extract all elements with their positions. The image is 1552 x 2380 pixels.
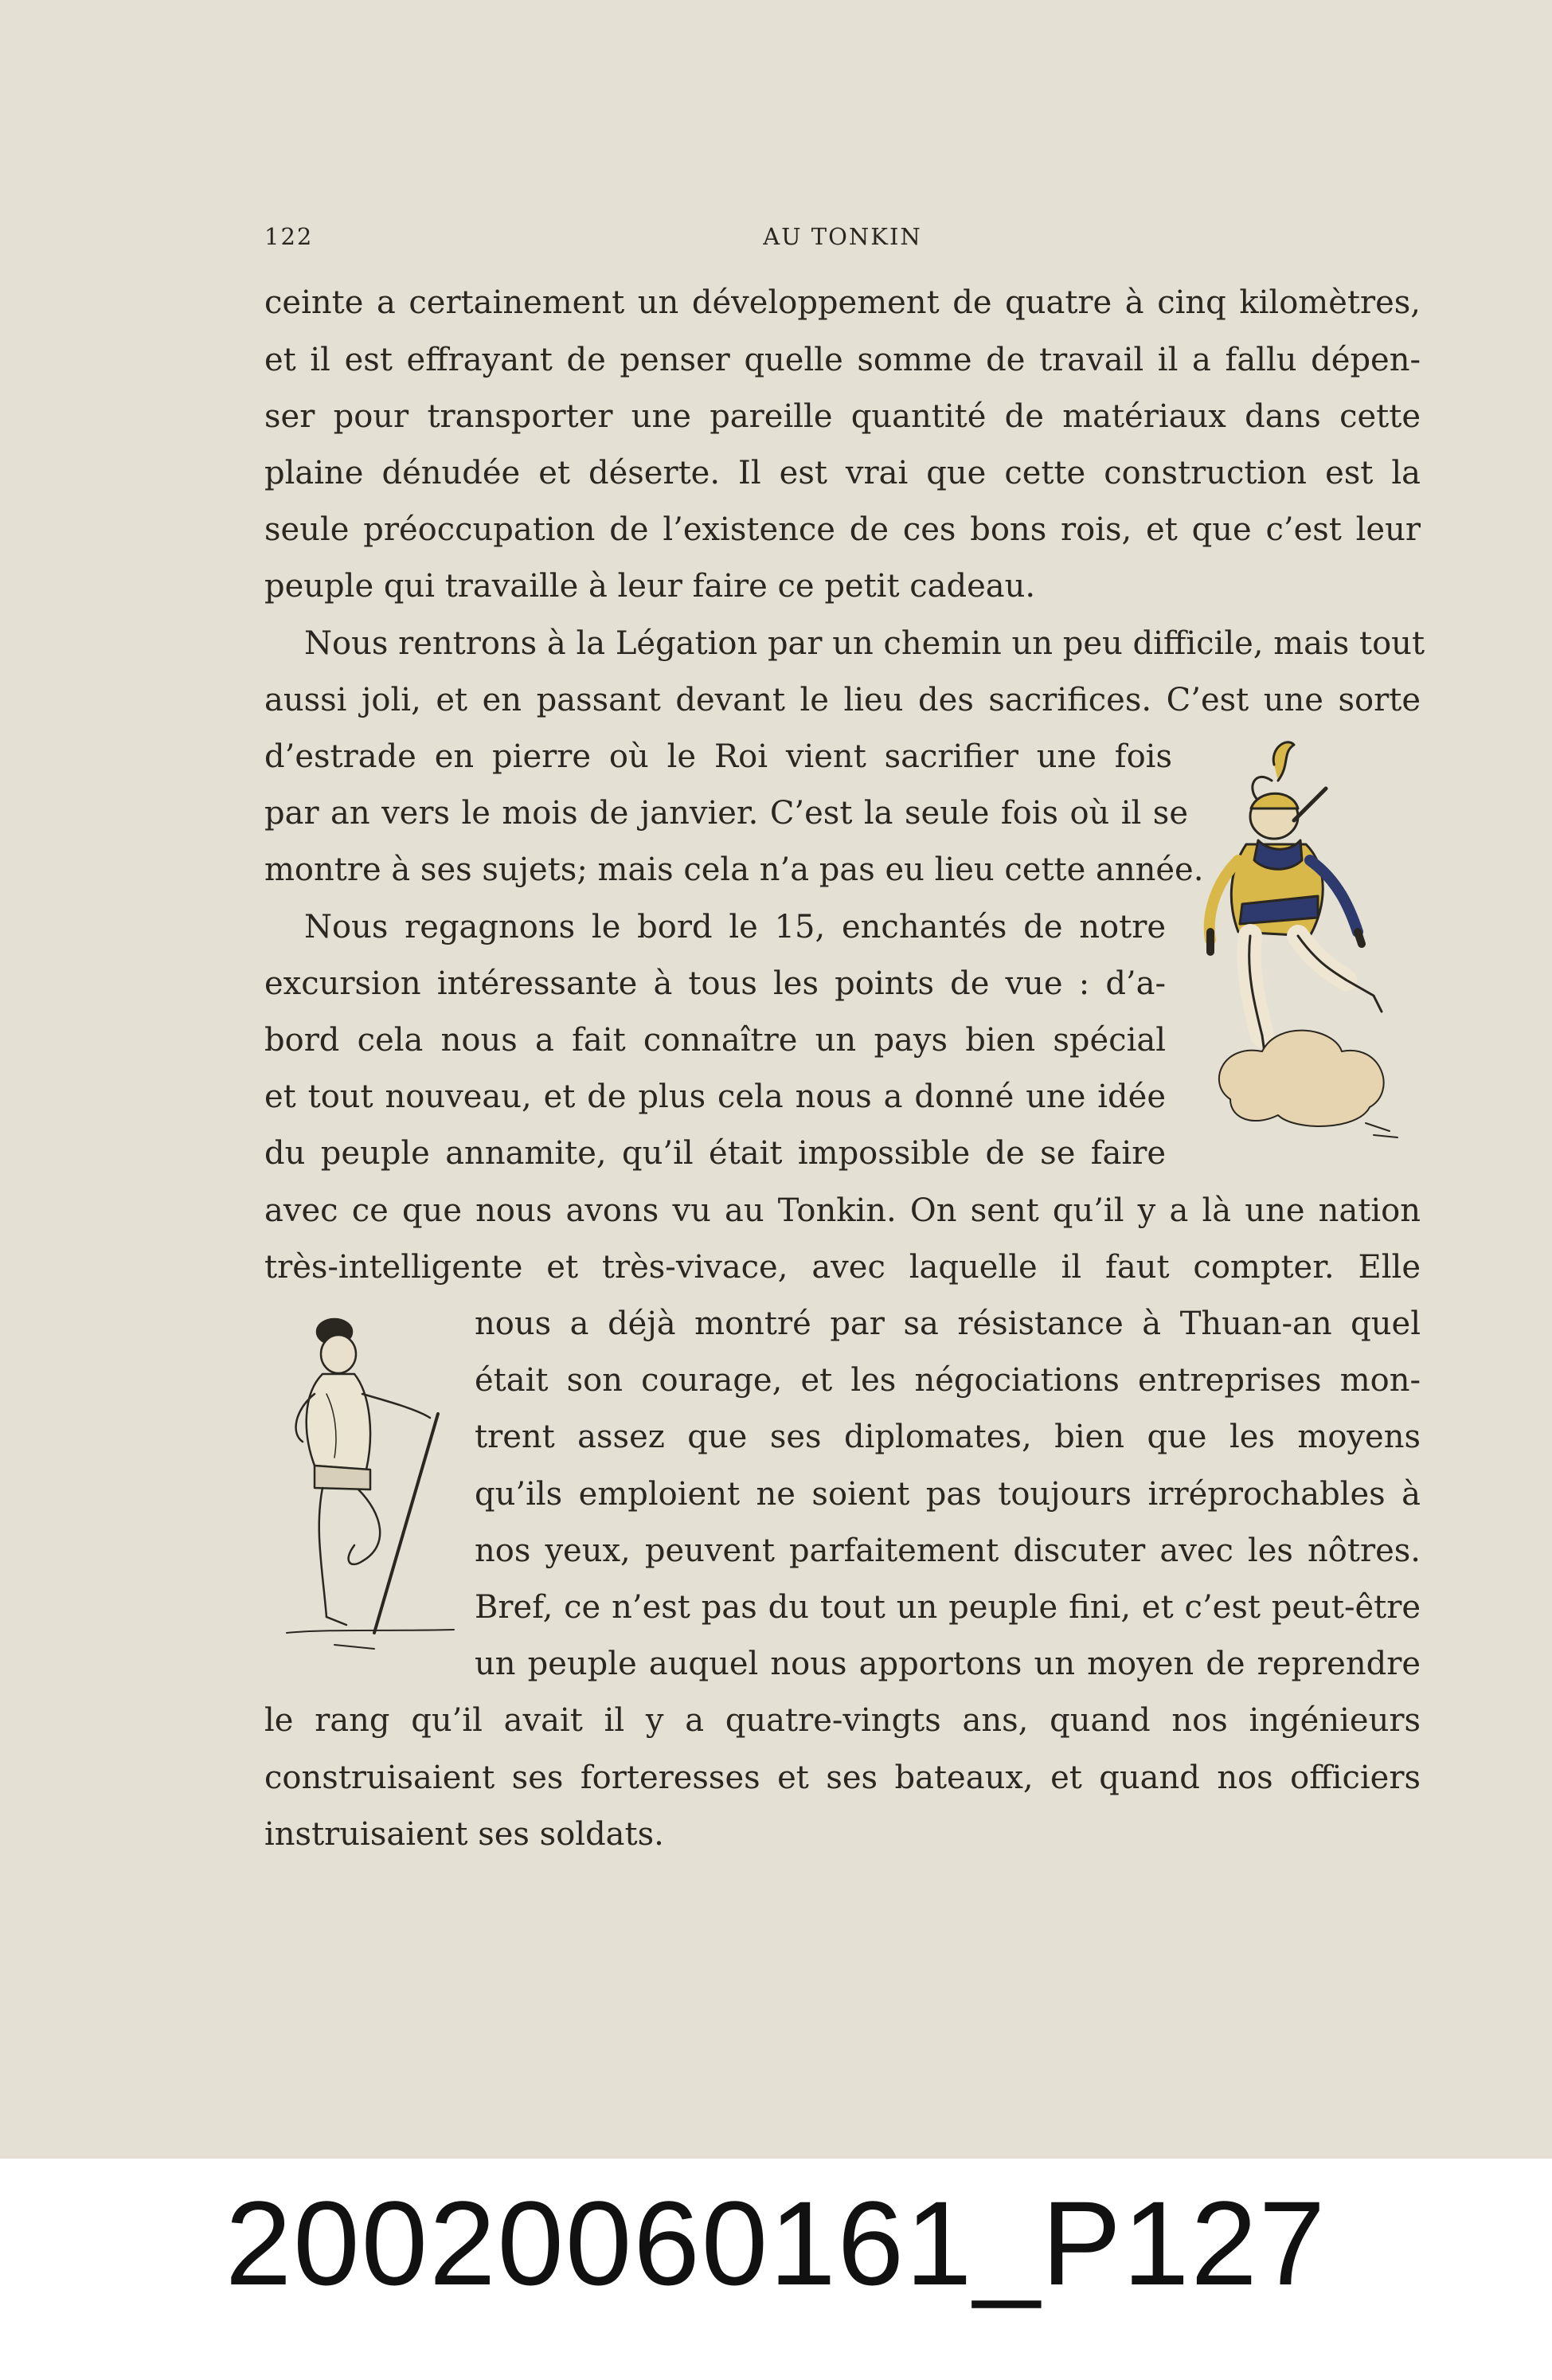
text-line: et tout nouveau, et de plus cela nous a donné une idée bbox=[264, 1078, 1166, 1115]
text-line: instruisaient ses soldats. bbox=[264, 1816, 664, 1853]
page-number: 122 bbox=[264, 223, 314, 250]
text-line: montre à ses sujets; mais cela n’a pas eu lieu cette année. bbox=[264, 851, 1204, 888]
text-line: du peuple annamite, qu’il était impossible de se faire bbox=[264, 1135, 1166, 1172]
text-line: très-intelligente et très-vivace, avec laquelle il faut compter. Elle bbox=[264, 1249, 1421, 1286]
running-head: AU TONKIN bbox=[763, 223, 922, 250]
text-line: Bref, ce n’est pas du tout un peuple fini, et c’est peut-être bbox=[475, 1589, 1421, 1626]
text-line: construisaient ses forteresses et ses bateaux, et quand nos officiers bbox=[264, 1760, 1421, 1796]
text-line: peuple qui travaille à leur faire ce petit cadeau. bbox=[264, 568, 1036, 605]
text-line: bord cela nous a fait connaître un pays bien spécial bbox=[264, 1022, 1166, 1059]
text-line: le rang qu’il avait il y a quatre-vingts ans, quand nos ingénieurs bbox=[264, 1702, 1421, 1739]
text-line: un peuple auquel nous apportons un moyen de reprendre bbox=[475, 1646, 1421, 1682]
text-line: avec ce que nous avons vu au Tonkin. On sent qu’il y a là une nation bbox=[264, 1192, 1421, 1229]
text-line: plaine dénudée et déserte. Il est vrai que cette construction est la bbox=[264, 455, 1421, 491]
text-line: ser pour transporter une pareille quantité de matériaux dans cette bbox=[264, 398, 1421, 435]
text-line: trent assez que ses diplomates, bien que les moyens bbox=[475, 1419, 1421, 1455]
text-line: seule préoccupation de l’existence de ces bons rois, et que c’est leur bbox=[264, 511, 1421, 548]
text-line: était son courage, et les négociations entreprises mon- bbox=[475, 1362, 1421, 1399]
text-line: et il est effrayant de penser quelle somme de travail il a fallu dépen- bbox=[264, 342, 1421, 378]
text-line: qu’ils emploient ne soient pas toujours irréprochables à bbox=[475, 1476, 1421, 1513]
text-line: nos yeux, peuvent parfaitement discuter avec les nôtres. bbox=[475, 1533, 1421, 1569]
catalog-id: 20020060161_P127 bbox=[225, 2176, 1327, 2310]
text-line: par an vers le mois de janvier. C’est la seule fois où il se bbox=[264, 795, 1188, 832]
text-line: ceinte a certainement un développement de quatre à cinq kilomètres, bbox=[264, 284, 1421, 321]
standing-figure-illustration bbox=[279, 1306, 462, 1673]
page-header bbox=[264, 223, 1421, 263]
text-line: Nous regagnons le bord le 15, enchantés de notre bbox=[304, 909, 1166, 945]
text-line: excursion intéressante à tous les points de vue : d’a- bbox=[264, 965, 1166, 1002]
text-line: aussi joli, et en passant devant le lieu des sacrifices. C’est une sorte bbox=[264, 682, 1421, 718]
text-line: d’estrade en pierre où le Roi vient sacrifier une fois bbox=[264, 738, 1172, 775]
text-line: nous a déjà montré par sa résistance à Thuan-an quel bbox=[475, 1305, 1421, 1342]
text-line: Nous rentrons à la Légation par un chemin un peu difficile, mais tout bbox=[304, 625, 1425, 662]
running-figure-illustration bbox=[1198, 733, 1421, 1163]
